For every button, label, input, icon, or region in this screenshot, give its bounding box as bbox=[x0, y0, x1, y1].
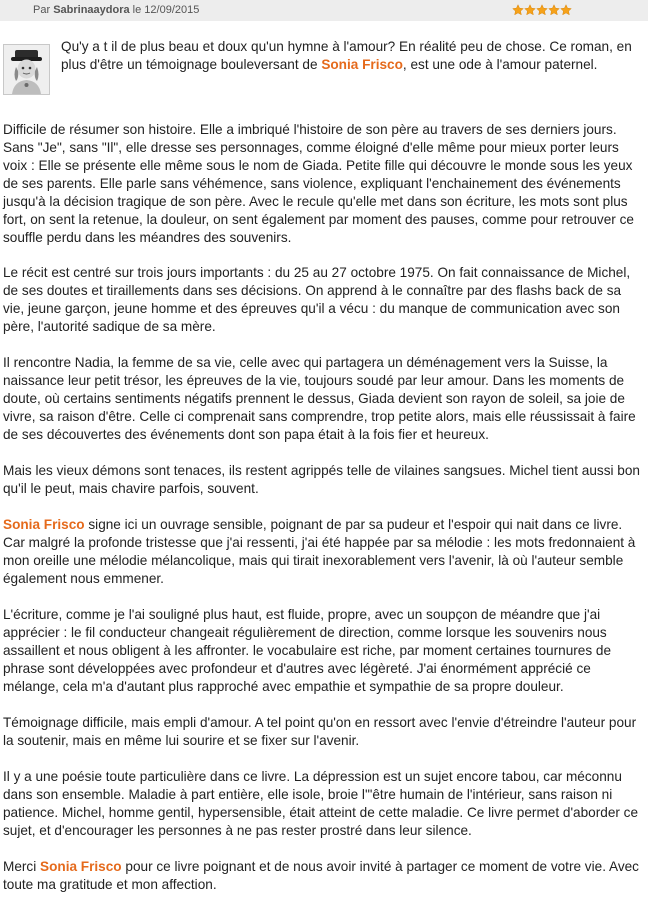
author-name-link[interactable]: Sonia Frisco bbox=[40, 859, 122, 874]
author-name-link[interactable]: Sonia Frisco bbox=[3, 517, 85, 532]
review-date: 12/09/2015 bbox=[144, 4, 200, 16]
paragraph-5-text: signe ici un ouvrage sensible, poignant de par sa pudeur et l'espoir qui nait dans ce livre. Car malgré la profonde tristesse que j'ai ressenti, j'ai été happée par sa mélodie : les mots fredonnaient à mon oreille une mélodie mélancolique, mais qui tirait inexorablement vers l'avenir, là où l'auteur semble également nous emmener. bbox=[3, 517, 636, 586]
review-header bbox=[0, 0, 648, 21]
review-intro bbox=[61, 38, 646, 74]
date-prefix: le bbox=[132, 4, 142, 16]
star-icon bbox=[524, 4, 536, 16]
review-paragraph-8: Il y a une poésie toute particulière dans ce livre. La dépression est un sujet encore tabou, car méconnu dans son ensemble. Maladie à part entière, elle isole, broie l'"être humain de l'intérieur, sans raison ni patience. Michel, homme gentil, hypersensible, était atteint de cette maladie. Ce livre permet d'aborder ce sujet, et d'encourager les personnes à ne pas rester prostré dans leur silence. bbox=[3, 769, 639, 838]
intro-text-end: , est une ode à l'amour paternel. bbox=[402, 57, 598, 72]
review-paragraph-5 bbox=[3, 516, 646, 588]
star-icon bbox=[512, 4, 524, 16]
by-label: Par bbox=[33, 4, 51, 16]
star-icon bbox=[536, 4, 548, 16]
review-paragraph-4: Mais les vieux démons sont tenaces, ils restent agrippés telle de vilaines sangsues. Michel tient aussi bon qu'il le peut, mais chavire parfois, souvent. bbox=[3, 463, 640, 496]
avatar-image bbox=[4, 45, 49, 94]
review-paragraph-3: Il rencontre Nadia, la femme de sa vie, celle avec qui partagera un déménagement vers la Suisse, la naissance leur petit trésor, les épreuves de la vie, toujours soudé par leur amour. Dans les moments de doute, où certains sentiments négatifs prennent le dessus, Giada devient son rayon de soleil, sa joie de vivre, sa raison d'être. Celle ci comprenait sans comprendre, trop petite alors, mais elle réussissait à faire de ses découvertes des événements dont son papa était à la fois fier et heureux. bbox=[3, 355, 636, 442]
paragraph-9-start: Merci bbox=[3, 859, 37, 874]
star-icon bbox=[560, 4, 572, 16]
review-paragraph-7: Témoignage difficile, mais empli d'amour. A tel point qu'on en ressort avec l'envie d'étreindre l'auteur pour la soutenir, mais en même lui sourire et se fixer sur l'avenir. bbox=[3, 715, 637, 748]
intro-text: Qu'y a t il de plus beau et doux qu'un hymne à l'amour? En réalité peu de chose. Ce roman, en plus d'être un témoignage bouleversant de bbox=[61, 39, 632, 72]
review-paragraph-1: Difficile de résumer son histoire. Elle a imbriqué l'histoire de son père au travers de ses derniers jours. Sans "Je", sans "Il", elle dresse ses personnages, comme éloigné d'elle même pour mieux porter leurs voix : Elle se présente elle même sous le nom de Giada. Petite fille qui découvre le monde sous les yeux de ses parents. Elle parle sans véhémence, sans violence, expliquant l'enchainement des événements jusqu'à la décision tragique de son père. Avec le recule qu'elle met dans son écriture, les mots sont plus fort, on sent la retenue, la douleur, on sent également par moment des pauses, comme pour retrouver ce souffle perdu dans les méandres des souvenirs. bbox=[3, 122, 634, 245]
author-link[interactable]: Sabrinaaydora bbox=[53, 4, 130, 16]
rating-stars bbox=[512, 4, 572, 16]
review-paragraph-9 bbox=[3, 858, 646, 894]
review-paragraph-6: L'écriture, comme je l'ai souligné plus haut, est fluide, propre, avec un soupçon de méandre que j'ai apprécier : le fil conducteur changeait régulièrement de direction, comme lorsque les souvenirs nous assaillent et nous obligent à les affronter. le vocabulaire est riche, par moment certaines tournures de phrase sont développées avec profondeur et d'autres avec légèreté. J'ai énormément apprécié ce mélange, cela m'a d'autant plus rapproché avec empathie et sympathie de sa propre douleur. bbox=[3, 607, 612, 694]
review-meta bbox=[33, 0, 199, 21]
avatar[interactable] bbox=[3, 44, 50, 95]
star-icon bbox=[548, 4, 560, 16]
paragraph-9-text: pour ce livre poignant et de nous avoir invité à partager ce moment de votre vie. Avec toute ma gratitude et mon affection. bbox=[3, 859, 639, 892]
review-paragraph-2: Le récit est centré sur trois jours importants : du 25 au 27 octobre 1975. On fait connaissance de Michel, de ses doutes et tiraillements dans ses décisions. On apprend à le connaître par des flashs back de sa vie, jeune garçon, jeune homme et des épreuves qu'il a vécu : du manque de communication avec son père, l'autorité sadique de sa mère. bbox=[3, 265, 631, 334]
author-name-link[interactable]: Sonia Frisco bbox=[321, 57, 403, 72]
